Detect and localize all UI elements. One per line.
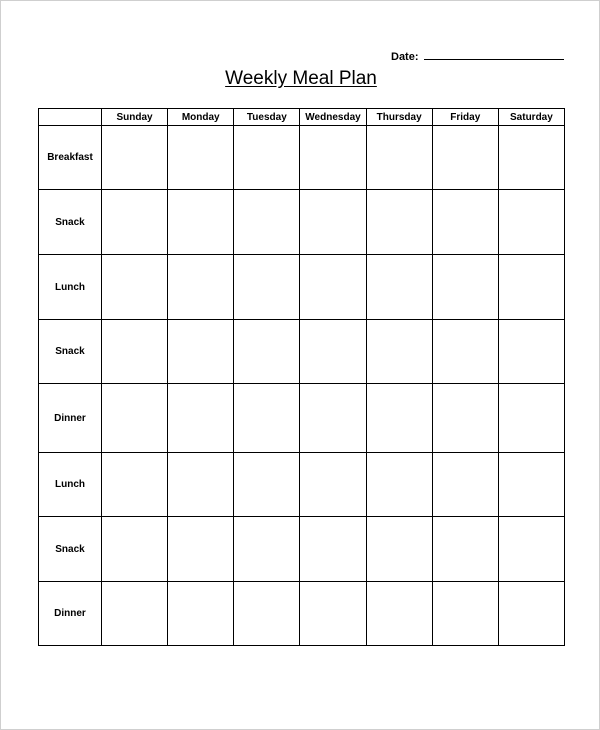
meal-entry-cell[interactable] — [498, 453, 564, 517]
meal-entry-cell[interactable] — [168, 320, 234, 384]
corner-cell — [39, 109, 102, 126]
meal-entry-cell[interactable] — [102, 517, 168, 582]
day-header-tuesday: Tuesday — [234, 109, 300, 126]
date-label: Date: — [391, 51, 419, 63]
meal-entry-cell[interactable] — [498, 126, 564, 190]
meal-entry-cell[interactable] — [300, 582, 366, 646]
meal-row — [39, 517, 565, 582]
meal-entry-cell[interactable] — [168, 582, 234, 646]
meal-entry-cell[interactable] — [102, 384, 168, 453]
meal-entry-cell[interactable] — [498, 190, 564, 255]
meal-entry-cell[interactable] — [366, 126, 432, 190]
meal-entry-cell[interactable] — [102, 255, 168, 320]
meal-entry-cell[interactable] — [234, 582, 300, 646]
meal-plan-table — [38, 108, 565, 646]
day-header-saturday: Saturday — [498, 109, 564, 126]
meal-entry-cell[interactable] — [498, 320, 564, 384]
meal-row — [39, 384, 565, 453]
meal-row — [39, 320, 565, 384]
meal-entry-cell[interactable] — [366, 517, 432, 582]
meal-entry-cell[interactable] — [234, 517, 300, 582]
meal-row-label: Snack — [39, 320, 102, 384]
meal-entry-cell[interactable] — [432, 517, 498, 582]
meal-entry-cell[interactable] — [102, 582, 168, 646]
meal-entry-cell[interactable] — [432, 255, 498, 320]
meal-row — [39, 453, 565, 517]
day-header-friday: Friday — [432, 109, 498, 126]
meal-row-label: Snack — [39, 190, 102, 255]
meal-entry-cell[interactable] — [102, 453, 168, 517]
page-title-text: Weekly Meal Plan — [225, 68, 377, 89]
meal-entry-cell[interactable] — [168, 517, 234, 582]
meal-row — [39, 190, 565, 255]
meal-row-label: Snack — [39, 517, 102, 582]
meal-entry-cell[interactable] — [168, 255, 234, 320]
meal-rows — [39, 126, 565, 646]
day-header-monday: Monday — [168, 109, 234, 126]
meal-entry-cell[interactable] — [168, 384, 234, 453]
meal-entry-cell[interactable] — [234, 453, 300, 517]
meal-entry-cell[interactable] — [102, 190, 168, 255]
meal-entry-cell[interactable] — [498, 255, 564, 320]
meal-entry-cell[interactable] — [300, 255, 366, 320]
meal-row-label: Lunch — [39, 453, 102, 517]
meal-entry-cell[interactable] — [300, 384, 366, 453]
meal-entry-cell[interactable] — [300, 126, 366, 190]
meal-entry-cell[interactable] — [300, 320, 366, 384]
meal-entry-cell[interactable] — [300, 190, 366, 255]
meal-entry-cell[interactable] — [234, 190, 300, 255]
meal-entry-cell[interactable] — [498, 384, 564, 453]
meal-entry-cell[interactable] — [366, 320, 432, 384]
meal-row-label: Dinner — [39, 384, 102, 453]
meal-entry-cell[interactable] — [168, 190, 234, 255]
meal-entry-cell[interactable] — [366, 453, 432, 517]
meal-entry-cell[interactable] — [300, 453, 366, 517]
date-blank-field[interactable] — [424, 50, 564, 60]
meal-entry-cell[interactable] — [432, 320, 498, 384]
meal-entry-cell[interactable] — [102, 126, 168, 190]
meal-entry-cell[interactable] — [366, 582, 432, 646]
meal-entry-cell[interactable] — [168, 126, 234, 190]
meal-entry-cell[interactable] — [432, 453, 498, 517]
meal-entry-cell[interactable] — [432, 126, 498, 190]
meal-row-label: Breakfast — [39, 126, 102, 190]
meal-entry-cell[interactable] — [498, 517, 564, 582]
meal-row-label: Lunch — [39, 255, 102, 320]
meal-entry-cell[interactable] — [366, 255, 432, 320]
meal-row — [39, 582, 565, 646]
page-title — [1, 68, 600, 90]
day-header-wednesday: Wednesday — [300, 109, 366, 126]
meal-entry-cell[interactable] — [234, 320, 300, 384]
meal-row — [39, 126, 565, 190]
meal-entry-cell[interactable] — [102, 320, 168, 384]
day-header-sunday: Sunday — [102, 109, 168, 126]
meal-row-label: Dinner — [39, 582, 102, 646]
meal-entry-cell[interactable] — [432, 190, 498, 255]
meal-entry-cell[interactable] — [498, 582, 564, 646]
meal-entry-cell[interactable] — [234, 126, 300, 190]
meal-entry-cell[interactable] — [366, 384, 432, 453]
meal-entry-cell[interactable] — [168, 453, 234, 517]
meal-entry-cell[interactable] — [432, 582, 498, 646]
day-header-row — [39, 109, 565, 126]
meal-entry-cell[interactable] — [432, 384, 498, 453]
meal-entry-cell[interactable] — [300, 517, 366, 582]
meal-row — [39, 255, 565, 320]
date-line — [391, 50, 564, 63]
meal-entry-cell[interactable] — [366, 190, 432, 255]
meal-entry-cell[interactable] — [234, 255, 300, 320]
day-header-thursday: Thursday — [366, 109, 432, 126]
meal-entry-cell[interactable] — [234, 384, 300, 453]
